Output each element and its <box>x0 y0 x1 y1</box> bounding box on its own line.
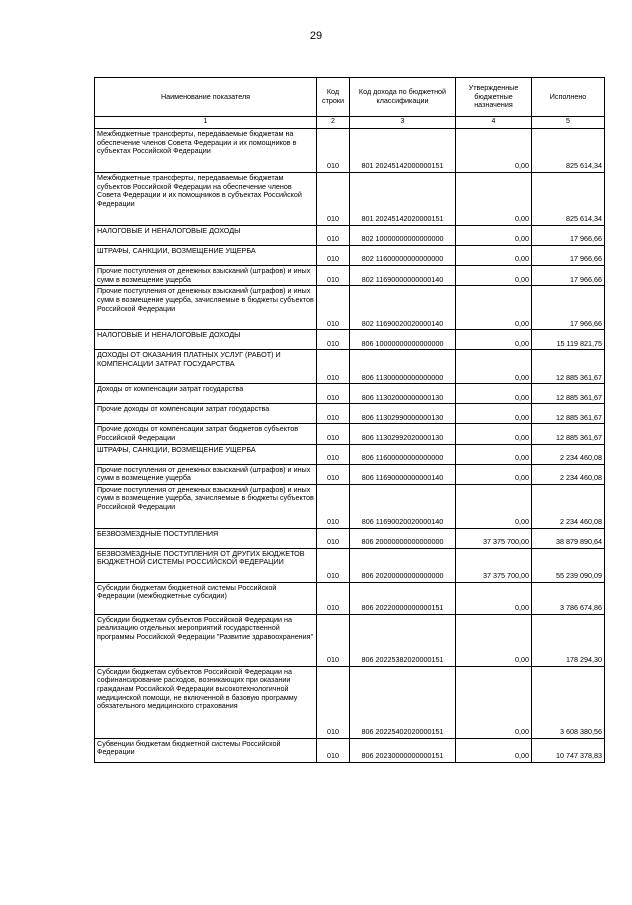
row-code-cell: 010 <box>317 246 350 266</box>
row-executed-cell: 17 966,66 <box>532 286 605 330</box>
row-approved-cell: 0,00 <box>456 226 532 246</box>
column-number: 3 <box>350 117 456 129</box>
table-row <box>95 330 605 350</box>
column-number: 4 <box>456 117 532 129</box>
row-approved-cell: 0,00 <box>456 266 532 286</box>
row-executed-cell: 17 966,66 <box>532 226 605 246</box>
row-executed-cell: 3 786 674,86 <box>532 582 605 614</box>
row-kbk-cell: 806 20230000000000151 <box>350 738 456 762</box>
row-name-cell: Прочие поступления от денежных взысканий (штрафов) и иных сумм в возмещение ущерба <box>95 464 317 484</box>
row-name-cell: ШТРАФЫ, САНКЦИИ, ВОЗМЕЩЕНИЕ УЩЕРБА <box>95 246 317 266</box>
row-executed-cell: 10 747 378,83 <box>532 738 605 762</box>
row-name-cell: Прочие доходы от компенсации затрат государства <box>95 404 317 424</box>
row-approved-cell: 0,00 <box>456 173 532 226</box>
row-executed-cell: 3 608 380,56 <box>532 666 605 738</box>
row-kbk-cell: 806 11302990000000130 <box>350 404 456 424</box>
revenue-report-table <box>94 77 605 763</box>
table-row <box>95 582 605 614</box>
table-row <box>95 614 605 666</box>
row-name-cell: Субсидии бюджетам бюджетной системы Российской Федерации (межбюджетные субсидии) <box>95 582 317 614</box>
row-code-cell: 010 <box>317 444 350 464</box>
row-executed-cell: 15 119 821,75 <box>532 330 605 350</box>
row-name-cell: НАЛОГОВЫЕ И НЕНАЛОГОВЫЕ ДОХОДЫ <box>95 330 317 350</box>
header-kbk: Код дохода по бюджетной классификации <box>350 78 456 117</box>
row-executed-cell: 17 966,66 <box>532 266 605 286</box>
row-name-cell: Прочие поступления от денежных взысканий (штрафов) и иных сумм в возмещение ущерба, зачисляемые в бюджеты субъектов Российской Федерации <box>95 286 317 330</box>
row-approved-cell: 0,00 <box>456 484 532 528</box>
row-approved-cell: 0,00 <box>456 464 532 484</box>
column-number: 2 <box>317 117 350 129</box>
row-approved-cell: 37 375 700,00 <box>456 548 532 582</box>
table-row <box>95 129 605 173</box>
row-executed-cell: 55 239 090,09 <box>532 548 605 582</box>
row-code-cell: 010 <box>317 404 350 424</box>
header-code: Код строки <box>317 78 350 117</box>
column-number: 5 <box>532 117 605 129</box>
row-code-cell: 010 <box>317 350 350 384</box>
row-name-cell: Субсидии бюджетам субъектов Российской Федерации на софинансирование расходов, возникающих при оказании гражданам Российской Федерации высокотехнологичной медицинской помощи, не включенной в базовую программу обязательного медицинского страхования <box>95 666 317 738</box>
row-kbk-cell: 806 10000000000000000 <box>350 330 456 350</box>
row-approved-cell: 0,00 <box>456 404 532 424</box>
table-row <box>95 738 605 762</box>
table-row <box>95 173 605 226</box>
row-approved-cell: 0,00 <box>456 350 532 384</box>
table-row <box>95 246 605 266</box>
row-name-cell: Прочие доходы от компенсации затрат бюджетов субъектов Российской Федерации <box>95 424 317 444</box>
table-row <box>95 384 605 404</box>
table-row <box>95 424 605 444</box>
row-executed-cell: 38 879 890,64 <box>532 528 605 548</box>
row-name-cell: ШТРАФЫ, САНКЦИИ, ВОЗМЕЩЕНИЕ УЩЕРБА <box>95 444 317 464</box>
table-row <box>95 464 605 484</box>
row-kbk-cell: 806 11690000000000140 <box>350 464 456 484</box>
table-row <box>95 484 605 528</box>
row-approved-cell: 0,00 <box>456 330 532 350</box>
row-kbk-cell: 806 11302000000000130 <box>350 384 456 404</box>
row-approved-cell: 0,00 <box>456 614 532 666</box>
row-code-cell: 010 <box>317 548 350 582</box>
table-row <box>95 350 605 384</box>
row-kbk-cell: 806 11600000000000000 <box>350 444 456 464</box>
row-kbk-cell: 806 11690020020000140 <box>350 484 456 528</box>
row-executed-cell: 2 234 460,08 <box>532 484 605 528</box>
row-name-cell: Межбюджетные трансферты, передаваемые бюджетам субъектов Российской Федерации на обеспечение членов Совета Федерации и их помощников в субъектах Российской Федерации <box>95 173 317 226</box>
row-approved-cell: 0,00 <box>456 286 532 330</box>
table-header-row <box>95 78 605 117</box>
row-executed-cell: 2 234 460,08 <box>532 444 605 464</box>
row-kbk-cell: 806 20225402020000151 <box>350 666 456 738</box>
table-row <box>95 548 605 582</box>
row-code-cell: 010 <box>317 464 350 484</box>
page-number: 29 <box>309 30 323 42</box>
header-name: Наименование показателя <box>95 78 317 117</box>
row-code-cell: 010 <box>317 424 350 444</box>
row-code-cell: 010 <box>317 738 350 762</box>
row-executed-cell: 825 614,34 <box>532 129 605 173</box>
row-code-cell: 010 <box>317 528 350 548</box>
row-approved-cell: 0,00 <box>456 444 532 464</box>
row-name-cell: БЕЗВОЗМЕЗДНЫЕ ПОСТУПЛЕНИЯ ОТ ДРУГИХ БЮДЖЕТОВ БЮДЖЕТНОЙ СИСТЕМЫ РОССИЙСКОЙ ФЕДЕРАЦИИ <box>95 548 317 582</box>
row-code-cell: 010 <box>317 266 350 286</box>
header-executed: Исполнено <box>532 78 605 117</box>
row-approved-cell: 0,00 <box>456 424 532 444</box>
row-approved-cell: 0,00 <box>456 129 532 173</box>
table-column-numbers-row <box>95 117 605 129</box>
row-approved-cell: 0,00 <box>456 738 532 762</box>
row-code-cell: 010 <box>317 129 350 173</box>
row-name-cell: Межбюджетные трансферты, передаваемые бюджетам на обеспечение членов Совета Федерации и их помощников в субъектах Российской Федерации <box>95 129 317 173</box>
table-row <box>95 266 605 286</box>
row-name-cell: ДОХОДЫ ОТ ОКАЗАНИЯ ПЛАТНЫХ УСЛУГ (РАБОТ) И КОМПЕНСАЦИИ ЗАТРАТ ГОСУДАРСТВА <box>95 350 317 384</box>
row-name-cell: НАЛОГОВЫЕ И НЕНАЛОГОВЫЕ ДОХОДЫ <box>95 226 317 246</box>
row-code-cell: 010 <box>317 484 350 528</box>
row-code-cell: 010 <box>317 330 350 350</box>
row-kbk-cell: 801 20245142000000151 <box>350 129 456 173</box>
row-kbk-cell: 806 11300000000000000 <box>350 350 456 384</box>
row-name-cell: БЕЗВОЗМЕЗДНЫЕ ПОСТУПЛЕНИЯ <box>95 528 317 548</box>
row-executed-cell: 2 234 460,08 <box>532 464 605 484</box>
row-kbk-cell: 806 20000000000000000 <box>350 528 456 548</box>
table-row <box>95 404 605 424</box>
row-name-cell: Прочие поступления от денежных взысканий (штрафов) и иных сумм в возмещение ущерба <box>95 266 317 286</box>
row-code-cell: 010 <box>317 666 350 738</box>
row-code-cell: 010 <box>317 582 350 614</box>
row-executed-cell: 12 885 361,67 <box>532 424 605 444</box>
row-kbk-cell: 802 11690000000000140 <box>350 266 456 286</box>
row-name-cell: Субсидии бюджетам субъектов Российской Федерации на реализацию отдельных мероприятий государственной программы Российской Федерации "Развитие здравоохранения" <box>95 614 317 666</box>
row-executed-cell: 12 885 361,67 <box>532 404 605 424</box>
row-kbk-cell: 802 10000000000000000 <box>350 226 456 246</box>
row-approved-cell: 0,00 <box>456 666 532 738</box>
table-row <box>95 286 605 330</box>
row-kbk-cell: 801 20245142020000151 <box>350 173 456 226</box>
row-kbk-cell: 806 20200000000000000 <box>350 548 456 582</box>
row-executed-cell: 825 614,34 <box>532 173 605 226</box>
row-executed-cell: 12 885 361,67 <box>532 350 605 384</box>
row-executed-cell: 12 885 361,67 <box>532 384 605 404</box>
row-kbk-cell: 806 20225382020000151 <box>350 614 456 666</box>
row-name-cell: Доходы от компенсации затрат государства <box>95 384 317 404</box>
table-row <box>95 444 605 464</box>
column-number: 1 <box>95 117 317 129</box>
row-name-cell: Субвенции бюджетам бюджетной системы Российской Федерации <box>95 738 317 762</box>
row-approved-cell: 0,00 <box>456 246 532 266</box>
row-executed-cell: 17 966,66 <box>532 246 605 266</box>
row-kbk-cell: 802 11600000000000000 <box>350 246 456 266</box>
row-kbk-cell: 806 11302992020000130 <box>350 424 456 444</box>
row-code-cell: 010 <box>317 226 350 246</box>
row-code-cell: 010 <box>317 614 350 666</box>
table-row <box>95 528 605 548</box>
table-row <box>95 666 605 738</box>
row-approved-cell: 0,00 <box>456 582 532 614</box>
row-code-cell: 010 <box>317 384 350 404</box>
row-kbk-cell: 802 11690020020000140 <box>350 286 456 330</box>
row-approved-cell: 37 375 700,00 <box>456 528 532 548</box>
row-kbk-cell: 806 20220000000000151 <box>350 582 456 614</box>
row-code-cell: 010 <box>317 286 350 330</box>
row-name-cell: Прочие поступления от денежных взысканий (штрафов) и иных сумм в возмещение ущерба, зачисляемые в бюджеты субъектов Российской Федерации <box>95 484 317 528</box>
table-row <box>95 226 605 246</box>
row-approved-cell: 0,00 <box>456 384 532 404</box>
row-code-cell: 010 <box>317 173 350 226</box>
row-executed-cell: 178 294,30 <box>532 614 605 666</box>
header-approved: Утвержденные бюджетные назначения <box>456 78 532 117</box>
